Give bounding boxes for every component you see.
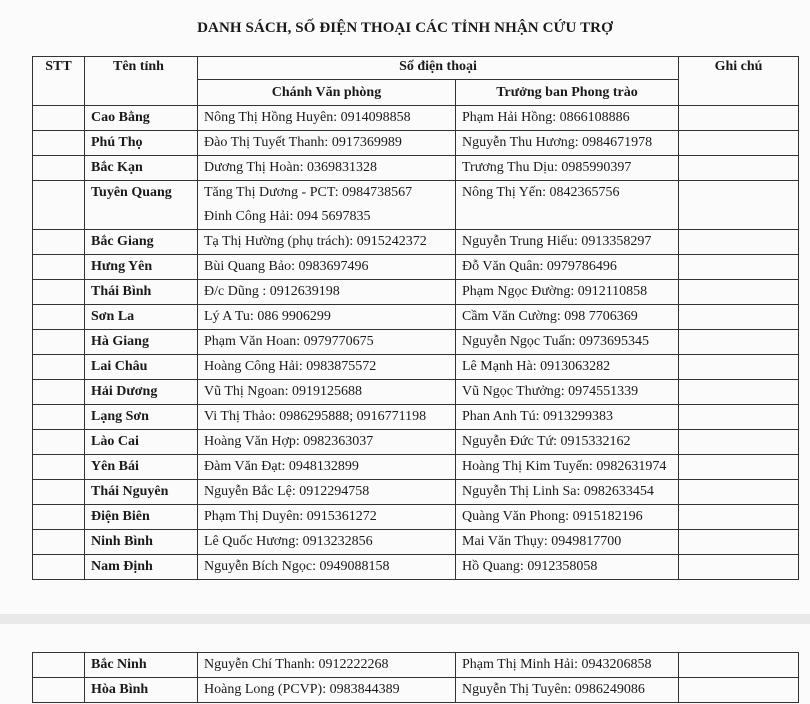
chief-office-cell <box>198 280 456 305</box>
movement-head-cell: Nguyễn Đức Tứ: 0915332162 <box>456 430 679 455</box>
chief-office-cell <box>198 678 456 703</box>
chief-office-cell <box>198 181 456 230</box>
stt-cell <box>33 405 85 430</box>
chief-office-contact: Đ/c Dũng : 0912639198 <box>204 284 340 299</box>
movement-head-cell: Phạm Thị Minh Hải: 0943206858 <box>456 653 679 678</box>
province-cell: Yên Bái <box>85 455 198 480</box>
province-cell: Cao Bằng <box>85 106 198 131</box>
stt-cell <box>33 455 85 480</box>
chief-office-cell <box>198 330 456 355</box>
movement-head-cell: Nguyễn Ngọc Tuấn: 0973695345 <box>456 330 679 355</box>
province-cell: Nam Định <box>85 555 198 580</box>
note-cell <box>679 380 799 405</box>
relief-contact-table-continued <box>32 652 799 703</box>
stt-cell <box>33 305 85 330</box>
note-cell <box>679 355 799 380</box>
table-row <box>33 530 799 555</box>
table-row <box>33 678 799 703</box>
stt-cell <box>33 380 85 405</box>
table-row <box>33 555 799 580</box>
chief-office-cell <box>198 156 456 181</box>
province-cell: Bắc Kạn <box>85 156 198 181</box>
province-cell: Sơn La <box>85 305 198 330</box>
movement-head-cell: Quàng Văn Phong: 0915182196 <box>456 505 679 530</box>
chief-office-cell <box>198 653 456 678</box>
province-cell: Tuyên Quang <box>85 181 198 230</box>
note-cell <box>679 555 799 580</box>
movement-head-cell: Hồ Quang: 0912358058 <box>456 555 679 580</box>
table-row <box>33 355 799 380</box>
movement-head-cell: Lê Mạnh Hà: 0913063282 <box>456 355 679 380</box>
movement-head-cell: Hoàng Thị Kim Tuyến: 0982631974 <box>456 455 679 480</box>
note-cell <box>679 480 799 505</box>
note-cell <box>679 530 799 555</box>
chief-office-contact: Lê Quốc Hương: 0913232856 <box>204 534 373 549</box>
stt-cell <box>33 156 85 181</box>
note-cell <box>679 678 799 703</box>
province-cell: Phú Thọ <box>85 131 198 156</box>
table-row <box>33 455 799 480</box>
chief-office-contact: Tạ Thị Hường (phụ trách): 0915242372 <box>204 234 427 249</box>
note-cell <box>679 131 799 156</box>
stt-cell <box>33 678 85 703</box>
chief-office-cell <box>198 530 456 555</box>
table-row <box>33 430 799 455</box>
stt-cell <box>33 280 85 305</box>
movement-head-cell: Nguyễn Thị Tuyên: 0986249086 <box>456 678 679 703</box>
chief-office-contact: Hoàng Công Hải: 0983875572 <box>204 359 377 374</box>
chief-office-cell <box>198 380 456 405</box>
province-cell: Thái Nguyên <box>85 480 198 505</box>
movement-head-cell: Nguyễn Trung Hiếu: 0913358297 <box>456 230 679 255</box>
table-body <box>33 106 799 580</box>
stt-cell <box>33 230 85 255</box>
chief-office-contact: Nông Thị Hồng Huyên: 0914098858 <box>204 110 411 125</box>
province-cell: Lào Cai <box>85 430 198 455</box>
stt-cell <box>33 530 85 555</box>
movement-head-cell: Phạm Hải Hồng: 0866108886 <box>456 106 679 131</box>
note-cell <box>679 305 799 330</box>
movement-head-cell: Vũ Ngọc Thưởng: 0974551339 <box>456 380 679 405</box>
stt-cell <box>33 430 85 455</box>
relief-contact-table <box>32 56 799 580</box>
movement-head-cell: Đỗ Văn Quân: 0979786496 <box>456 255 679 280</box>
chief-office-contact: Bùi Quang Bảo: 0983697496 <box>204 259 369 274</box>
header-phone: Số điện thoại <box>198 57 679 80</box>
stt-cell <box>33 480 85 505</box>
province-cell: Hòa Bình <box>85 678 198 703</box>
stt-cell <box>33 330 85 355</box>
table-row <box>33 280 799 305</box>
document-title: DANH SÁCH, SỐ ĐIỆN THOẠI CÁC TỈNH NHẬN CỨU TRỢ <box>197 20 613 36</box>
note-cell <box>679 455 799 480</box>
note-cell <box>679 405 799 430</box>
movement-head-cell: Cầm Văn Cường: 098 7706369 <box>456 305 679 330</box>
province-cell: Hưng Yên <box>85 255 198 280</box>
table-row <box>33 305 799 330</box>
chief-office-cell <box>198 106 456 131</box>
chief-office-contact: Hoàng Văn Hợp: 0982363037 <box>204 434 374 449</box>
movement-head-cell: Mai Văn Thụy: 0949817700 <box>456 530 679 555</box>
table-row <box>33 653 799 678</box>
table-row <box>33 480 799 505</box>
chief-office-contact: Phạm Thị Duyên: 0915361272 <box>204 509 377 524</box>
chief-office-cell <box>198 230 456 255</box>
stt-cell <box>33 131 85 156</box>
table-row <box>33 405 799 430</box>
chief-office-cell <box>198 455 456 480</box>
movement-head-cell: Phan Anh Tú: 0913299383 <box>456 405 679 430</box>
chief-office-contact: Nguyễn Bích Ngọc: 0949088158 <box>204 559 390 574</box>
chief-office-contact: Dương Thị Hoàn: 0369831328 <box>204 160 378 175</box>
province-cell: Thái Bình <box>85 280 198 305</box>
stt-cell <box>33 181 85 230</box>
chief-office-cell <box>198 480 456 505</box>
table-row <box>33 505 799 530</box>
stt-cell <box>33 106 85 131</box>
chief-office-contact: Hoàng Long (PCVP): 0983844389 <box>204 682 400 697</box>
chief-office-contact: Phạm Văn Hoan: 0979770675 <box>204 334 374 349</box>
note-cell <box>679 505 799 530</box>
note-cell <box>679 653 799 678</box>
chief-office-cell <box>198 255 456 280</box>
province-cell: Hà Giang <box>85 330 198 355</box>
note-cell <box>679 430 799 455</box>
province-cell: Điện Biên <box>85 505 198 530</box>
province-cell: Bắc Giang <box>85 230 198 255</box>
chief-office-cell <box>198 555 456 580</box>
table-row <box>33 330 799 355</box>
stt-cell <box>33 505 85 530</box>
table-row <box>33 181 799 230</box>
chief-office-contact: Đinh Công Hải: 094 5697835 <box>204 209 371 224</box>
table-row <box>33 380 799 405</box>
province-cell: Bắc Ninh <box>85 653 198 678</box>
chief-office-cell <box>198 405 456 430</box>
note-cell <box>679 280 799 305</box>
note-cell <box>679 255 799 280</box>
stt-cell <box>33 555 85 580</box>
note-cell <box>679 330 799 355</box>
table-body-continued <box>33 653 799 703</box>
province-cell: Lạng Sơn <box>85 405 198 430</box>
chief-office-contact: Tăng Thị Dương - PCT: 0984738567 <box>204 185 413 200</box>
movement-head-cell: Nguyễn Thu Hương: 0984671978 <box>456 131 679 156</box>
chief-office-contact: Nguyễn Bắc Lệ: 0912294758 <box>204 484 370 499</box>
header-stt: STT <box>33 57 85 106</box>
chief-office-contact: Đàm Văn Đạt: 0948132899 <box>204 459 359 474</box>
movement-head-cell: Phạm Ngọc Đường: 0912110858 <box>456 280 679 305</box>
table-row <box>33 156 799 181</box>
chief-office-cell <box>198 355 456 380</box>
stt-cell <box>33 355 85 380</box>
table-row <box>33 131 799 156</box>
chief-office-contact: Nguyễn Chí Thanh: 0912222268 <box>204 657 389 672</box>
movement-head-cell: Trương Thu Dịu: 0985990397 <box>456 156 679 181</box>
table-row <box>33 230 799 255</box>
note-cell <box>679 106 799 131</box>
province-cell: Lai Châu <box>85 355 198 380</box>
document-page-2 <box>0 624 810 704</box>
chief-office-cell <box>198 305 456 330</box>
chief-office-contact: Lý A Tu: 086 9906299 <box>204 309 331 324</box>
header-note: Ghi chú <box>679 57 799 106</box>
province-cell: Hải Dương <box>85 380 198 405</box>
table-row <box>33 106 799 131</box>
note-cell <box>679 230 799 255</box>
note-cell <box>679 156 799 181</box>
stt-cell <box>33 255 85 280</box>
movement-head-cell: Nông Thị Yến: 0842365756 <box>456 181 679 230</box>
header-movement-head: Trưởng ban Phong trào <box>456 80 679 106</box>
chief-office-contact: Vũ Thị Ngoan: 0919125688 <box>204 384 363 399</box>
table-row <box>33 255 799 280</box>
chief-office-cell <box>198 505 456 530</box>
chief-office-cell <box>198 131 456 156</box>
chief-office-contact: Vi Thị Thảo: 0986295888; 0916771198 <box>204 409 427 424</box>
chief-office-contact: Đào Thị Tuyết Thanh: 0917369989 <box>204 135 402 150</box>
chief-office-cell <box>198 430 456 455</box>
note-cell <box>679 181 799 230</box>
header-province: Tên tỉnh <box>85 57 198 106</box>
movement-head-cell: Nguyễn Thị Linh Sa: 0982633454 <box>456 480 679 505</box>
stt-cell <box>33 653 85 678</box>
header-chief-office: Chánh Văn phòng <box>198 80 456 106</box>
province-cell: Ninh Bình <box>85 530 198 555</box>
